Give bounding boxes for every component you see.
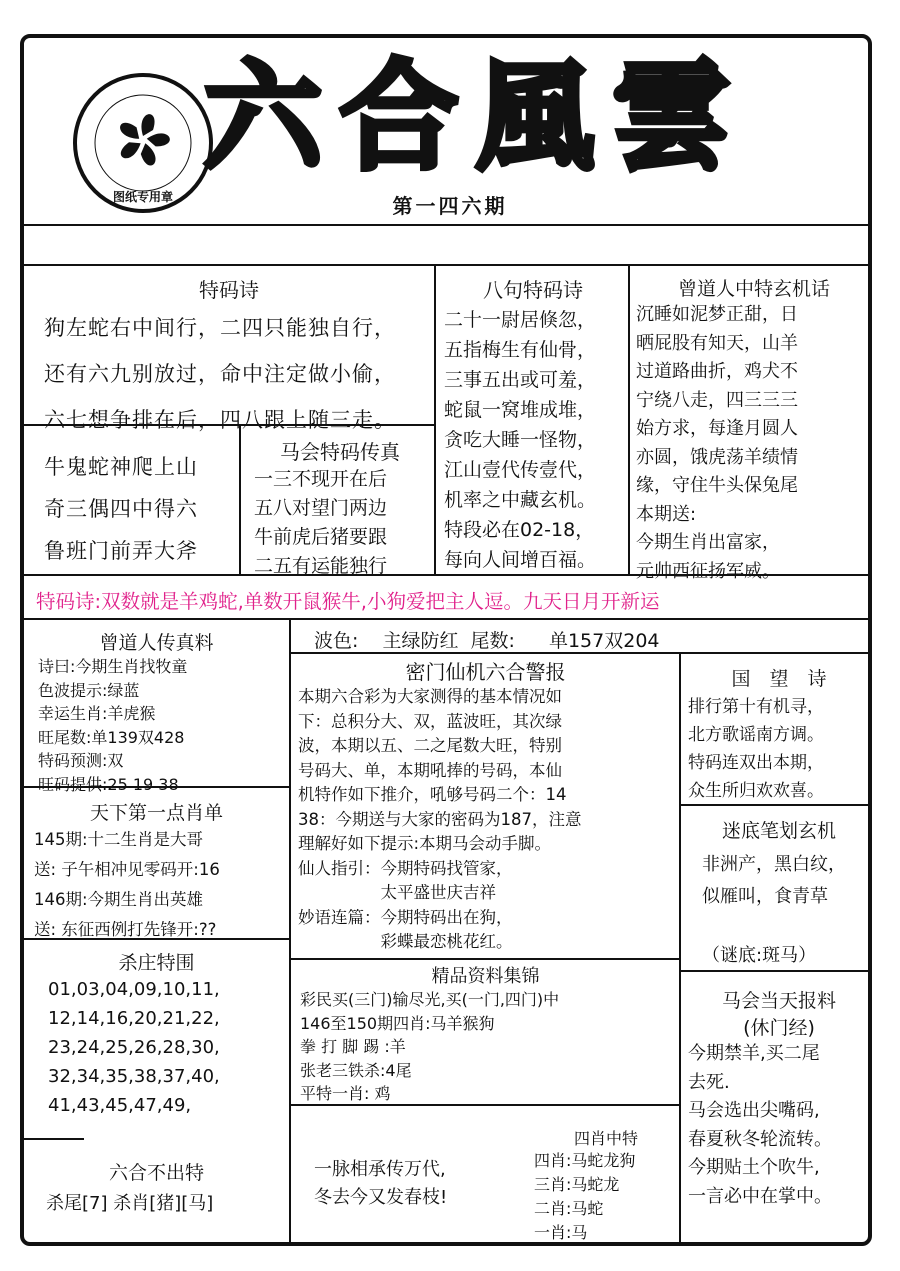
riddle-line: 似雁叫，食青草: [702, 886, 828, 907]
yimai-section: [314, 1156, 514, 1212]
masthead-text: 六合風雲: [204, 47, 749, 186]
wave-value: 主绿防红: [382, 630, 459, 652]
fax-section: [24, 628, 289, 796]
sixiao-section: [530, 1126, 680, 1245]
eight-line: 五指梅生有仙骨，: [444, 339, 597, 361]
guowang-line: 特码连双出本期，: [688, 753, 824, 773]
daoren-line: 沉睡如泥梦正甜，日: [636, 304, 798, 325]
secret-line: 机特作如下推介，吼够号码二个：14: [298, 785, 567, 804]
notout-section: [24, 1158, 289, 1215]
mahui-title: 马会特码传真: [280, 440, 400, 464]
mahui-day-section: [682, 986, 872, 1211]
mahui-section: [246, 436, 434, 581]
newspaper-frame: [20, 34, 872, 1246]
mahui-line: 五八对望门两边: [254, 497, 388, 519]
tail-value: 单157双204: [548, 630, 660, 652]
tail-label: 尾数:: [470, 630, 515, 652]
mahui-line: 一三不现开在后: [254, 468, 388, 490]
riddle-title: 迷底笔划玄机: [721, 820, 836, 842]
poem1-line: 六七想争排在后，四八跟上随三走。: [44, 408, 396, 432]
wave-row: [314, 626, 872, 653]
tianxia-line: 146期:今期生肖出英雄: [34, 890, 204, 909]
poem2-section: [24, 446, 239, 572]
poem1-title: 特码诗: [199, 278, 259, 302]
jingpin-line: 彩民买(三门)输尽光,买(一门,四门)中: [300, 990, 560, 1009]
tianxia-line: 145期:十二生肖是大哥: [34, 830, 204, 849]
mahui-day-line: 一言必中在掌中。: [688, 1185, 832, 1207]
eight-line: 蛇鼠一窝堆成堆，: [444, 399, 597, 421]
mahui-day-title: 马会当天报料: [721, 990, 836, 1012]
guowang-line: 排行第十有机寻，: [688, 697, 824, 717]
riddle-line: 非洲产，黑白纹，: [702, 854, 846, 875]
poem1-line: 狗左蛇右中间行，二四只能独自行，: [44, 316, 396, 340]
eight-line: 江山壹代传壹代，: [444, 459, 597, 481]
notout-title: 六合不出特: [108, 1162, 204, 1184]
poem2-line: 鲁班门前弄大斧: [44, 539, 198, 563]
secret-section: [292, 656, 679, 955]
banner-text: 特码诗:双数就是羊鸡蛇,单数开鼠猴牛,小狗爱把主人逗。九天日月开新运: [36, 590, 660, 613]
fax-line: 色波提示:绿蓝: [38, 680, 140, 700]
jingpin-line: 146至150期四肖:马羊猴狗: [300, 1013, 495, 1033]
daoren-line: 今期生肖出富家，: [636, 532, 780, 553]
yimai-line: 冬去今又发春枝!: [314, 1187, 448, 1208]
daoren-line: 元帅西征扬军威。: [636, 560, 780, 582]
secret-line: 本期六合彩为大家测得的基本情况如: [298, 687, 562, 706]
masthead-title: [184, 38, 834, 213]
tianxia-line: 送: 子午相冲见零码开:16: [34, 860, 220, 879]
fax-line: 特码预测:双: [38, 751, 124, 770]
mahui-line: 二五有运能独行: [254, 555, 388, 577]
shazhuang-title: 杀庄特围: [118, 952, 195, 974]
sixiao-line: 二肖:马蛇: [534, 1199, 604, 1218]
daoren-line: 过道路曲折，鸡犬不: [636, 361, 798, 382]
guowang-line: 北方歌谣南方调。: [688, 725, 824, 745]
shazhuang-line: 32,34,35,38,37,40,: [48, 1066, 220, 1087]
tianxia-line: 送: 东征西例打先锋开:??: [34, 920, 217, 939]
eight-line: 三事五出或可羞，: [444, 369, 597, 391]
mahui-day-line: 今期禁羊,买二尾: [688, 1043, 820, 1064]
secret-line: 彩蝶最恋桃花红。: [298, 932, 513, 951]
shazhuang-section: [24, 948, 289, 1120]
shazhuang-line: 41,43,45,47,49,: [48, 1095, 192, 1116]
tianxia-section: [24, 798, 289, 945]
sixiao-line: 三肖:马蛇龙: [534, 1175, 620, 1194]
seal-caption: 图纸专用章: [112, 190, 174, 204]
guowang-section: [682, 664, 872, 805]
eight-line: 机率之中藏玄机。: [444, 489, 597, 511]
secret-line: 太平盛世庆吉祥: [298, 883, 496, 902]
jingpin-title: 精品资料集锦: [431, 966, 540, 987]
secret-line: 理解好如下提示:本期马会动手脚。: [298, 834, 552, 853]
mahui-line: 牛前虎后猪要跟: [254, 526, 388, 548]
sixiao-title: 四肖中特: [574, 1129, 639, 1148]
daoren-line: 本期送:: [636, 503, 697, 525]
fax-line: 旺码提供:25 19 38: [38, 774, 179, 794]
daoren-section: [632, 274, 872, 586]
eight-line: 每向人间增百福。: [444, 549, 597, 571]
mahui-day-line: 去死.: [688, 1071, 730, 1093]
daoren-title: 曾道人中特玄机话: [677, 278, 830, 300]
riddle-section: [682, 816, 872, 967]
shazhuang-line: 23,24,25,26,28,30,: [48, 1037, 220, 1058]
fax-line: 诗曰:今期生肖找牧童: [38, 657, 188, 676]
fax-title: 曾道人传真料: [99, 632, 214, 654]
guowang-line: 众生所归欢欢喜。: [688, 781, 824, 801]
jingpin-section: [292, 962, 679, 1106]
daoren-line: 宁绕八走，四三三三: [636, 389, 798, 411]
notout-line: 杀尾[7] 杀肖[猪][马]: [46, 1193, 214, 1214]
eight-title: 八句特码诗: [483, 278, 583, 302]
daoren-line: 晒屁股有知天，山羊: [636, 332, 798, 354]
jingpin-line: 张老三铁杀:4尾: [300, 1060, 412, 1080]
fax-line: 旺尾数:单139双428: [38, 727, 185, 747]
secret-title: 密门仙机六合警报: [405, 660, 566, 684]
mahui-day-line: 今期贴土个吹牛,: [688, 1157, 820, 1178]
poem1-line: 还有六九别放过，命中注定做小偷，: [44, 362, 396, 386]
shazhuang-line: 12,14,16,20,21,22,: [48, 1008, 220, 1029]
daoren-line: 始方求，每逢月圆人: [636, 418, 798, 439]
secret-line: 38：今期送与大家的密码为187，注意: [298, 809, 582, 829]
riddle-answer: （谜底:斑马）: [702, 945, 817, 966]
fax-line: 幸运生肖:羊虎猴: [38, 704, 156, 723]
daoren-line: 亦圆，饿虎荡羊绩情: [636, 446, 798, 468]
mahui-day-line: 马会选出尖嘴码,: [688, 1100, 820, 1121]
mahui-day-line: 春夏秋冬轮流转。: [688, 1128, 832, 1150]
secret-line: 下：总积分大、双，蓝波旺，其次绿: [298, 711, 562, 731]
shazhuang-line: 01,03,04,09,10,11,: [48, 979, 220, 1000]
eight-line: 二十一尉居倏忽，: [444, 309, 597, 331]
secret-line: 妙语连篇：今期特码出在狗，: [298, 907, 513, 927]
eight-section: [438, 274, 628, 575]
jingpin-line: 拳 打 脚 踢 :羊: [300, 1037, 406, 1056]
poem1-section: [24, 274, 434, 443]
issue-number: 第一四六期: [392, 194, 508, 218]
poem2-line: 奇三偶四中得六: [44, 497, 198, 521]
yimai-line: 一脉相承传万代,: [314, 1159, 446, 1180]
jingpin-line: 平特一肖: 鸡: [300, 1084, 391, 1103]
sixiao-line: 四肖:马蛇龙狗: [534, 1151, 636, 1170]
guowang-title: 国 望 诗: [731, 668, 827, 690]
daoren-line: 缘，守住牛头保兔尾: [636, 475, 798, 496]
secret-line: 仙人指引：今期特码找管家，: [298, 858, 513, 878]
eight-line: 贪吃大睡一怪物，: [444, 429, 597, 451]
secret-line: 波，本期以五、二之尾数大旺，特别: [298, 736, 562, 755]
wave-label: 波色:: [314, 630, 359, 652]
eight-line: 特段必在02-18，: [444, 519, 595, 541]
poem2-line: 牛鬼蛇神爬上山: [44, 455, 198, 479]
secret-line: 号码大、单，本期吼捧的号码，本仙: [298, 760, 562, 780]
tianxia-title: 天下第一点肖单: [89, 802, 223, 824]
sixiao-line: 一肖:马: [534, 1223, 588, 1242]
mahui-day-subtitle: (休门经): [743, 1017, 815, 1039]
